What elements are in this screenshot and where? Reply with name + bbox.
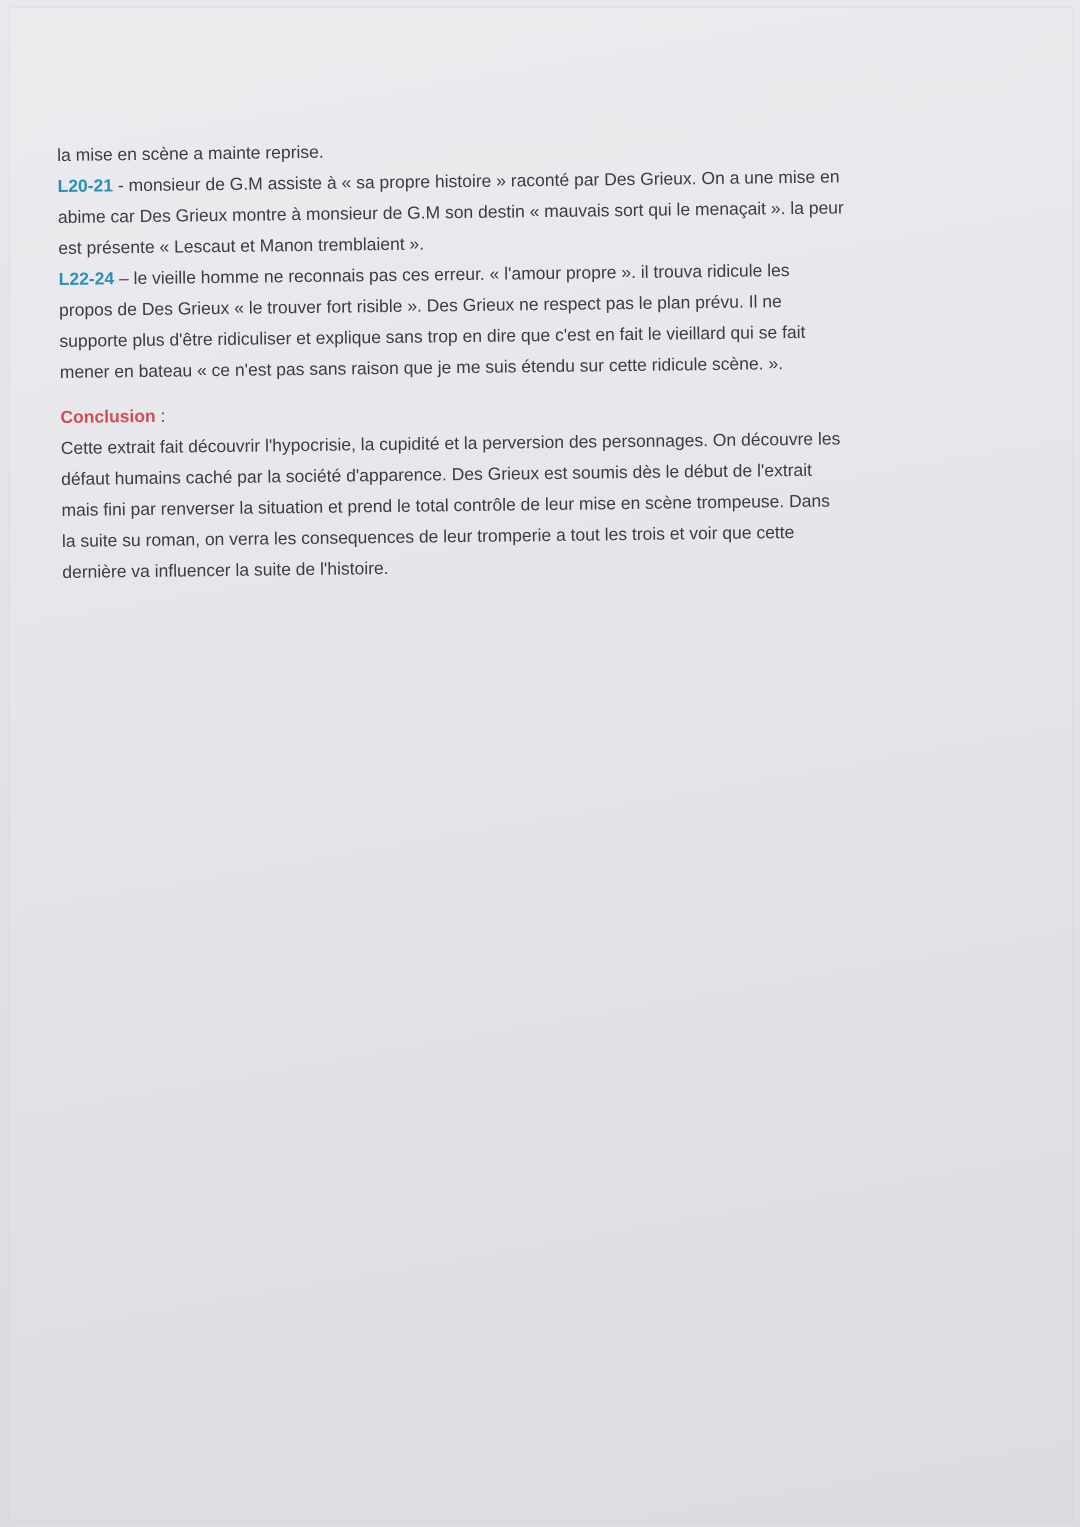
conclusion-heading-line: Conclusion : (60, 405, 166, 427)
text-line: mais fini par renverser la situation et prend le total contrôle de leur mise en scène trompeuse. Dans (61, 490, 831, 520)
line-reference-l22-24: L22-24 (58, 268, 115, 289)
text-line: abime car Des Grieux montre à monsieur de G.M son destin « mauvais sort qui le menaçait ». la peur (57, 197, 844, 227)
text-line: est présente « Lescaut et Manon tremblaient ». (58, 233, 425, 258)
conclusion-heading: Conclusion (60, 405, 156, 427)
text-line: défaut humains caché par la société d'apparence. Des Grieux est soumis dès le début de l'extrait (61, 459, 813, 489)
text-line: la mise en scène a mainte reprise. (57, 141, 324, 165)
text-line: mener en bateau « ce n'est pas sans raison que je me suis étendu sur cette ridicule scène. ». (59, 353, 784, 382)
text-line: propos de Des Grieux « le trouver fort risible ». Des Grieux ne respect pas le plan prévu. Il ne (58, 291, 782, 320)
text-line: L22-24 – le vieille homme ne reconnais pas ces erreur. « l'amour propre ». il trouva ridicule les (58, 260, 790, 289)
text-line: L20-21 - monsieur de G.M assiste à « sa propre histoire » raconté par Des Grieux. On a une mise en (57, 166, 840, 196)
text-line: dernière va influencer la suite de l'histoire. (62, 557, 389, 582)
text-line: la suite su roman, on verra les consequences de leur tromperie a tout les trois et voir que cette (61, 522, 795, 551)
text-line: Cette extrait fait découvrir l'hypocrisie, la cupidité et la perversion des personnages. On découvre les (60, 428, 841, 458)
document-text (57, 128, 1052, 588)
text-line: supporte plus d'être ridiculiser et explique sans trop en dire que c'est en fait le vieillard qui se fait (59, 321, 806, 351)
line-reference-l20-21: L20-21 (57, 175, 114, 196)
